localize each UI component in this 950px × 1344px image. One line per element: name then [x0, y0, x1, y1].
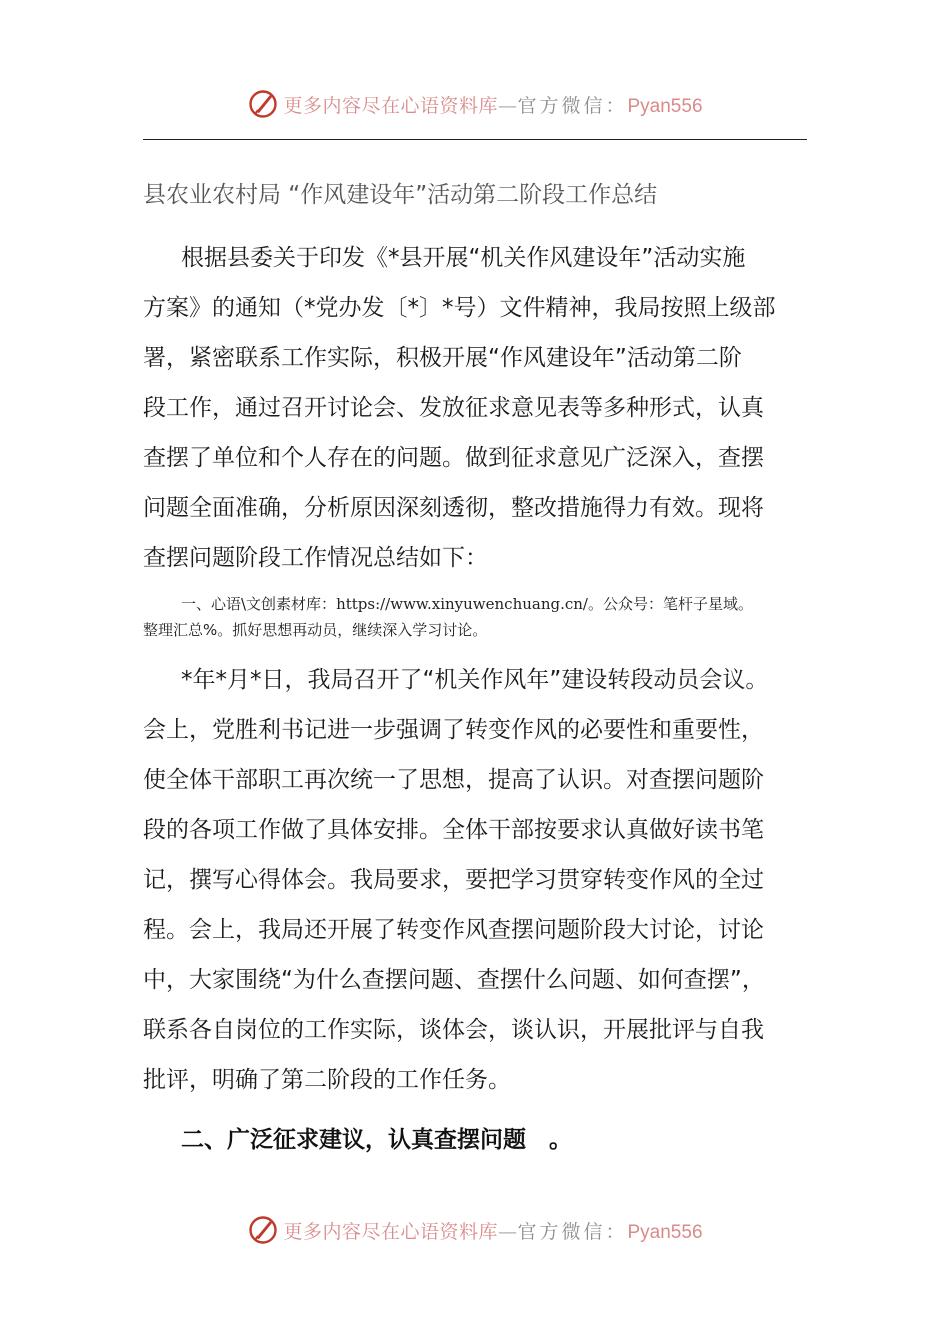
section1-heading — [143, 591, 823, 643]
watermark-wechat-id: Pyan556 — [627, 95, 703, 117]
intro-line: 方案》的通知（*党办发〔*〕*号）文件精神，我局按照上级部 — [143, 295, 776, 321]
quill-logo-icon — [247, 1214, 279, 1246]
body-line: 程。会上，我局还开展了转变作风查摆问题阶段大讨论，讨论 — [143, 917, 764, 943]
section2-heading: 二、广泛征求建议，认真查摆问题 。 — [181, 1127, 572, 1153]
intro-line: 查摆了单位和个人存在的问题。做到征求意见广泛深入，查摆 — [143, 445, 764, 471]
body-line: 联系各自岗位的工作实际，谈体会，谈认识，开展批评与自我 — [143, 1017, 764, 1043]
section1-line2: 整理汇总%。抓好思想再动员，继续深入学习讨论。 — [143, 621, 488, 639]
document-title: 县农业农村局 “作风建设年”活动第二阶段工作总结 — [143, 182, 658, 208]
intro-line: 署，紧密联系工作实际，积极开展“作风建设年”活动第二阶 — [143, 345, 742, 371]
header-divider — [143, 139, 807, 140]
watermark-text — [283, 1217, 702, 1244]
intro-line: 段工作，通过召开讨论会、发放征求意见表等多种形式，认真 — [143, 395, 764, 421]
watermark-wechat-label: 官方微信： — [517, 1220, 628, 1243]
section1-suffix: 。公众号：笔杆子星域。 — [588, 595, 754, 613]
intro-line: 根据县委关于印发《*县开展“机关作风建设年”活动实施 — [181, 245, 746, 271]
body-line: 段的各项工作做了具体安排。全体干部按要求认真做好读书笔 — [143, 817, 764, 843]
watermark-wechat-label: 官方微信： — [517, 94, 628, 117]
section1-line1 — [143, 591, 823, 617]
body-line: 批评，明确了第二阶段的工作任务。 — [143, 1067, 511, 1093]
intro-line: 查摆问题阶段工作情况总结如下： — [143, 545, 488, 571]
watermark-wechat-id: Pyan556 — [627, 1221, 703, 1243]
quill-logo-icon — [247, 88, 279, 120]
watermark-site-name: 更多内容尽在心语资料库 — [283, 94, 498, 117]
body-line: 记，撰写心得体会。我局要求，要把学习贯穿转变作风的全过 — [143, 867, 764, 893]
body-line: 会上，党胜利书记进一步强调了转变作风的必要性和重要性， — [143, 717, 764, 743]
body-line: 使全体干部职工再次统一了思想，提高了认识。对查摆问题阶 — [143, 767, 764, 793]
watermark-banner-bottom — [0, 1210, 950, 1250]
body-line: *年*月*日，我局召开了“机关作风年”建设转段动员会议。 — [181, 667, 769, 693]
section1-prefix: 一、心语\文创素材库： — [181, 595, 337, 613]
body-line: 中，大家围绕“为什么查摆问题、查摆什么问题、如何查摆”， — [143, 967, 765, 993]
intro-line: 问题全面准确，分析原因深刻透彻，整改措施得力有效。现将 — [143, 495, 764, 521]
watermark-banner-top — [0, 84, 950, 124]
watermark-dash: — — [497, 1220, 518, 1243]
watermark-site-name: 更多内容尽在心语资料库 — [283, 1220, 498, 1243]
section1-url: https://www.xinyuwenchuang.cn/ — [336, 595, 588, 613]
intro-paragraph — [143, 233, 808, 583]
body-paragraph — [143, 655, 808, 1105]
watermark-text — [283, 91, 702, 118]
watermark-dash: — — [497, 94, 518, 117]
